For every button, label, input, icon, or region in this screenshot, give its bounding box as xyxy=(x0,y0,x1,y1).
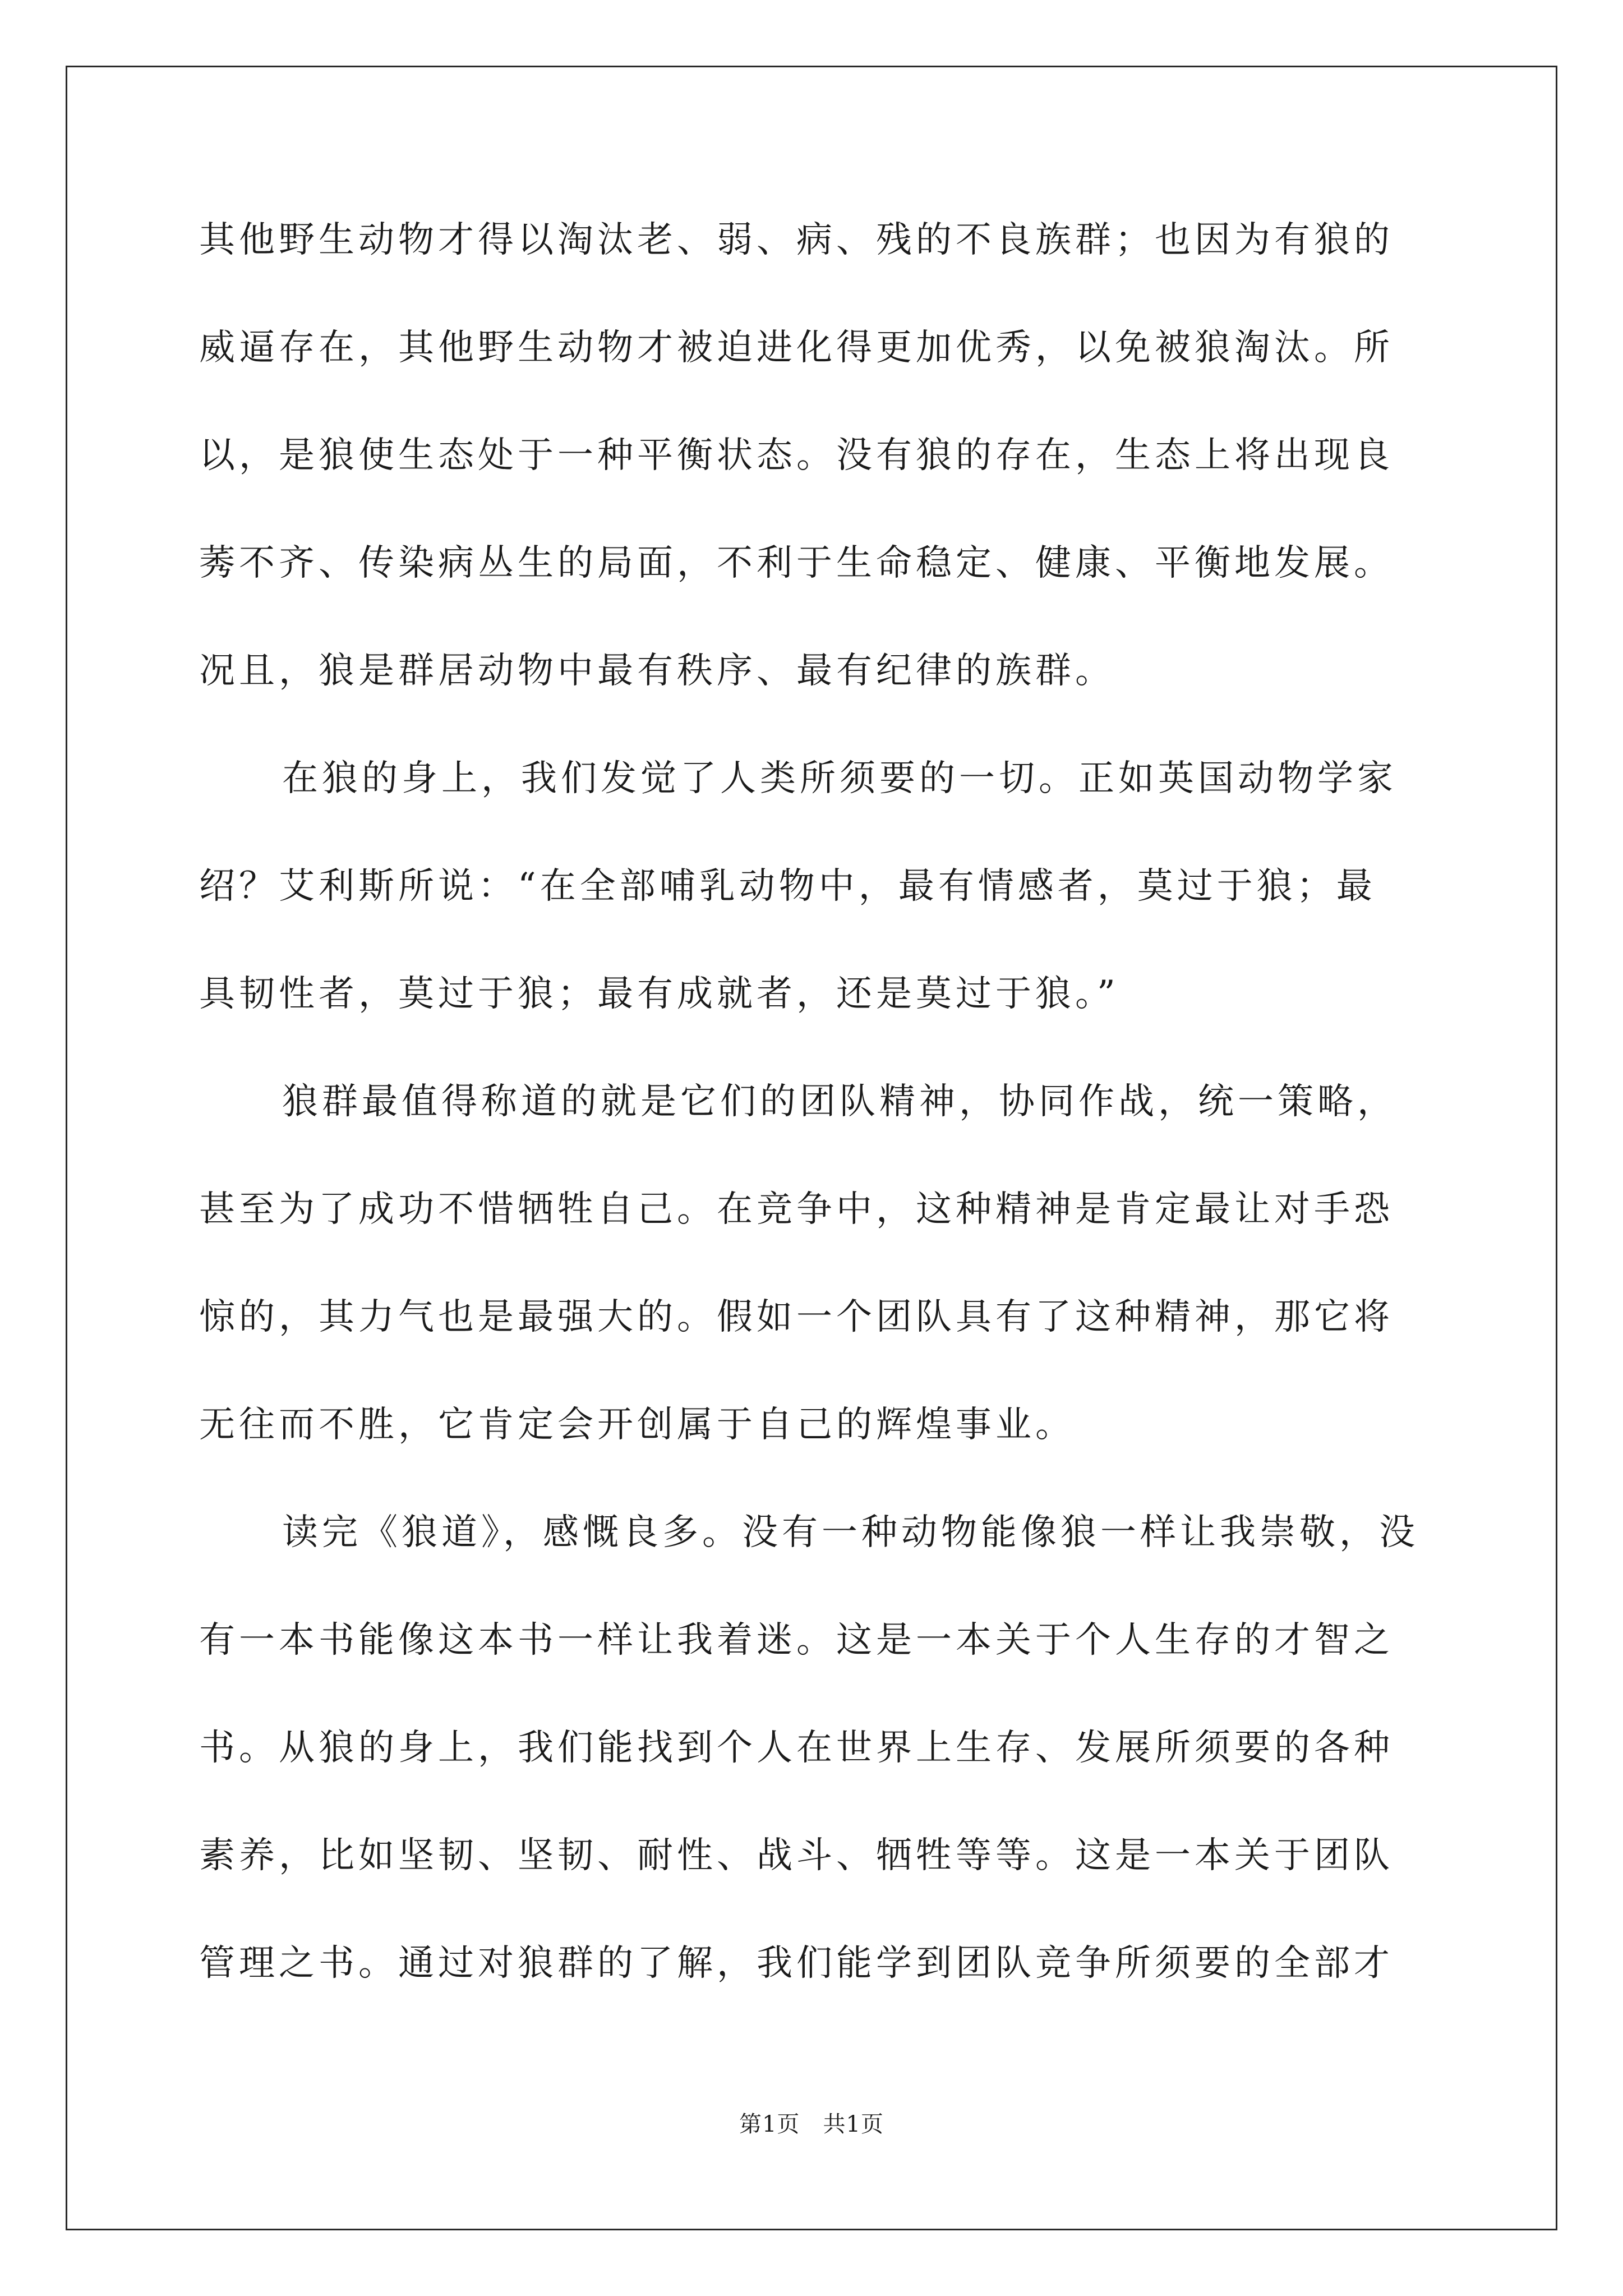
text-line: 况且，狼是群居动物中最有秩序、最有纪律的族群。 xyxy=(199,650,1115,692)
text-line: 绍？艾利斯所说：“在全部哺乳动物中，最有情感者，莫过于狼；最 xyxy=(199,866,1376,907)
text-line: 甚至为了成功不惜牺牲自己。在竞争中，这种精神是肯定最让对手恐 xyxy=(199,1189,1394,1230)
text-line: 威逼存在，其他野生动物才被迫进化得更加优秀，以免被狼淘汰。所 xyxy=(199,327,1394,369)
text-line: 有一本书能像这本书一样让我着迷。这是一本关于个人生存的才智之 xyxy=(199,1619,1394,1661)
text-line: 无往而不胜，它肯定会开创属于自己的辉煌事业。 xyxy=(199,1404,1075,1446)
page-footer xyxy=(0,2106,1623,2138)
page-border xyxy=(66,66,1557,2230)
text-line: 惊的，其力气也是最强大的。假如一个团队具有了这种精神，那它将 xyxy=(199,1296,1394,1338)
text-line: 具韧性者，莫过于狼；最有成就者，还是莫过于狼。” xyxy=(199,973,1119,1015)
text-line: 读完《狼道》，感慨良多。没有一种动物能像狼一样让我崇敬，没 xyxy=(282,1512,1419,1553)
text-line: 书。从狼的身上，我们能找到个人在世界上生存、发展所须要的各种 xyxy=(199,1727,1394,1769)
page-number: 第1页 共1页 xyxy=(739,2111,884,2137)
text-line: 以，是狼使生态处于一种平衡状态。没有狼的存在，生态上将出现良 xyxy=(199,435,1394,476)
text-line: 管理之书。通过对狼群的了解，我们能学到团队竞争所须要的全部才 xyxy=(199,1943,1394,1984)
text-line: 狼群最值得称道的就是它们的团队精神，协同作战，统一策略， xyxy=(282,1081,1397,1122)
text-line: 其他野生动物才得以淘汰老、弱、病、残的不良族群；也因为有狼的 xyxy=(199,219,1394,261)
text-line: 莠不齐、传染病丛生的局面，不利于生命稳定、健康、平衡地发展。 xyxy=(199,542,1394,584)
text-line: 素养，比如坚韧、坚韧、耐性、战斗、牺牲等等。这是一本关于团队 xyxy=(199,1835,1394,1876)
text-line: 在狼的身上，我们发觉了人类所须要的一切。正如英国动物学家 xyxy=(282,758,1397,799)
